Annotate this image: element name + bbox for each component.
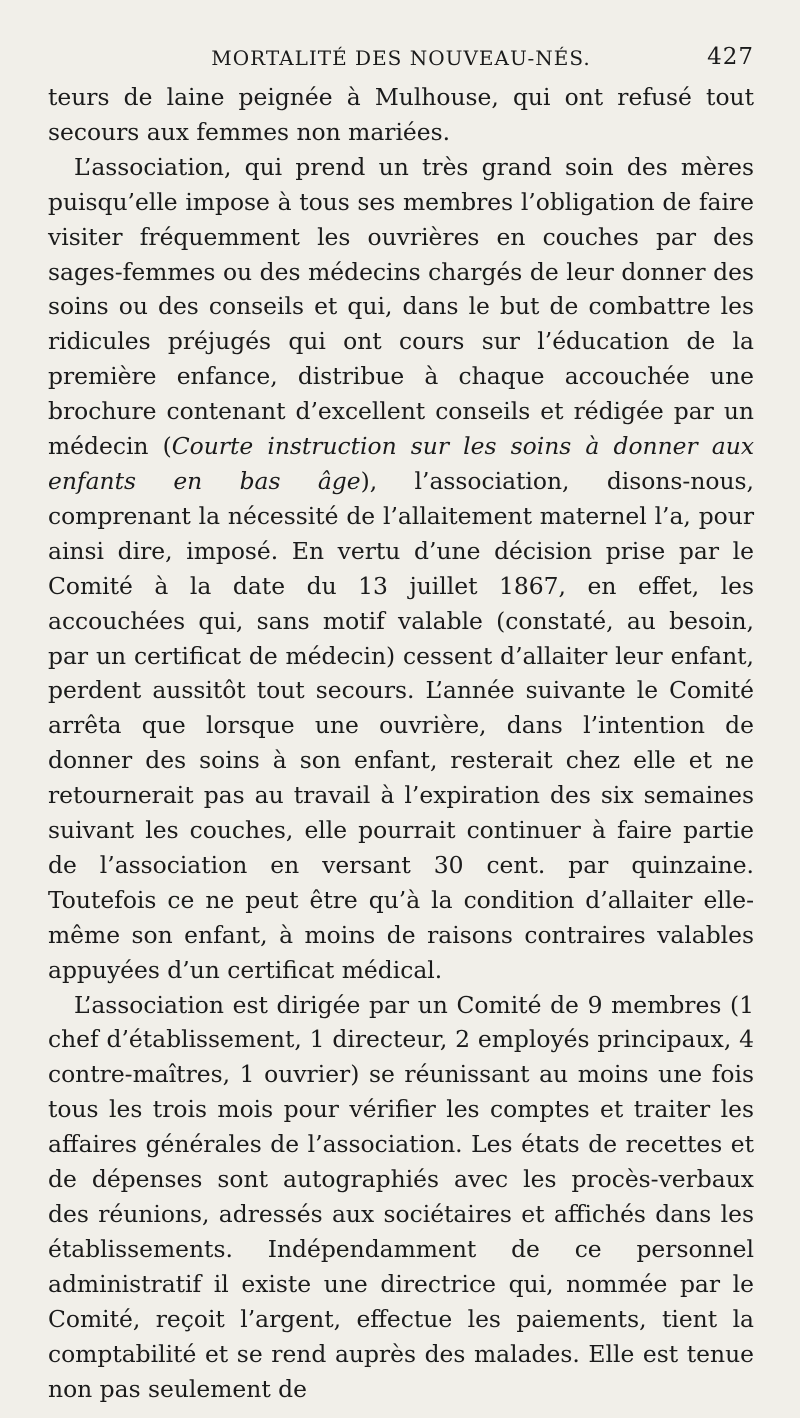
page-number: 427 [707, 44, 754, 70]
paragraph-text: L’association est dirigée par un Comité de 9 membres (1 chef d’établissement, 1 directeur, 2 employés principaux, 4 contre-maîtres, 1 ouvrier) se réunissant au moins une fois tous les trois mois pour vérifier les comptes et traiter les affaires générales de l’association. Les états de recettes et de dépenses sont autographiés avec les procès-verbaux des réunions, adressés aux sociétaires et affichés dans les établissements. Indépendamment de ce personnel administratif il existe une directrice qui, nommée par le Comité, reçoit l’argent, effectue les paiements, tient la comptabilité et se rend auprès des malades. Elle est tenue non pas seulement de [48, 990, 754, 1403]
page-header [48, 36, 754, 80]
paragraph-continuation [48, 80, 754, 150]
paragraph-text: teurs de laine peignée à Mulhouse, qui ont refusé tout secours aux femmes non mariées. [48, 83, 754, 146]
paragraph-association-committee [48, 988, 754, 1407]
brochure-title: Courte instruction sur les soins à donner aux enfants en bas âge [48, 432, 755, 495]
body-text [48, 80, 754, 1406]
paragraph-association-mothers [48, 150, 754, 988]
paragraph-text: L’association, qui prend un très grand soin des mères puisqu’elle impose à tous ses membres l’obligation de faire visiter fréquemment les ouvrières en couches par des sages-femmes ou des médecins chargés de leur donner des soins ou des conseils et qui, dans le but de combattre les ridicules préjugés qui ont cours sur l’éducation de la première enfance, distribue à chaque accouchée une brochure contenant d’excellent conseils et rédigée par un médecin ( [48, 152, 754, 461]
paragraph-text: ), l’association, disons-nous, comprenant la nécessité de l’allaitement maternel l’a, pour ainsi dire, imposé. En vertu d’une décision prise par le Comité à la date du 13 juillet 1867, en effet, les accouchées qui, sans motif valable (constaté, au besoin, par un certificat de médecin) cessent d’allaiter leur enfant, perdent aussitôt tout secours. L’année suivante le Comité arrêta que lorsque une ouvrière, dans l’intention de donner des soins à son enfant, resterait chez elle et ne retournerait pas au travail à l’expiration des six semaines suivant les couches, elle pourrait continuer à faire partie de l’association en versant 30 cent. par quinzaine. Toutefois ce ne peut être qu’à la condition d’allaiter elle-même son enfant, à moins de raisons contraires valables appuyées d’un certificat médical. [48, 466, 754, 984]
running-title: MORTALITÉ DES NOUVEAU-NÉS. [211, 46, 591, 70]
